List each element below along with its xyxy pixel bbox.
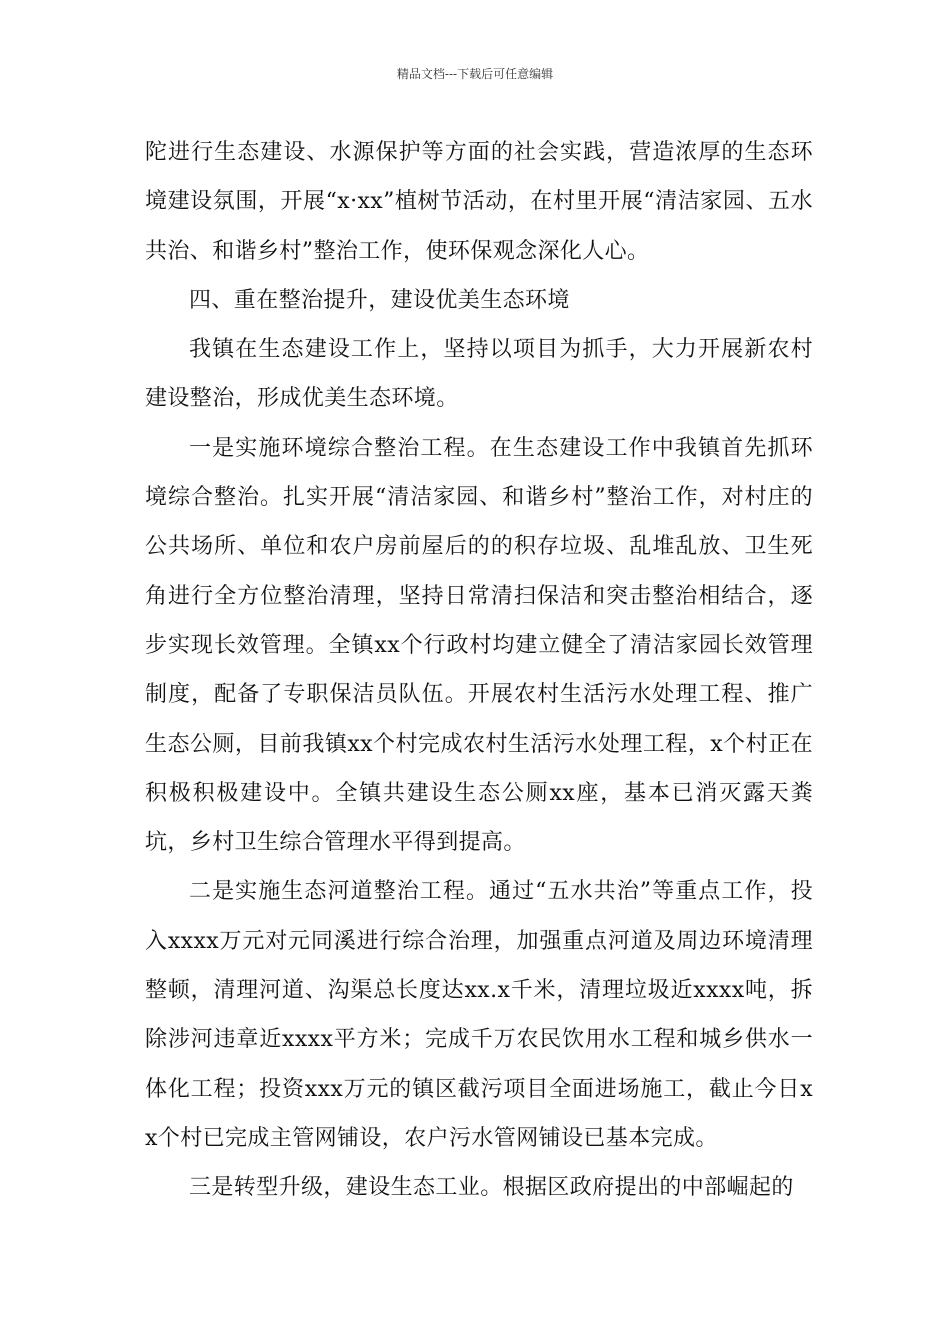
document-body <box>145 128 813 1213</box>
paragraph: 一是实施环境综合整治工程。在生态建设工作中我镇首先抓环境综合整治。扎实开展“清洁家园、和谐乡村”整治工作，对村庄的公共场所、单位和农户房前屋后的的积存垃圾、乱堆乱放、卫生死角进行全方位整治清理，坚持日常清扫保洁和突击整治相结合，逐步实现长效管理。全镇xx个行政村均建立健全了清洁家园长效管理制度，配备了专职保洁员队伍。开展农村生活污水处理工程、推广生态公厕，目前我镇xx个村完成农村生活污水处理工程，x个村正在积极积极建设中。全镇共建设生态公厕xx座，基本已消灭露天粪坑，乡村卫生综合管理水平得到提高。 <box>145 435 813 856</box>
paragraph: 二是实施生态河道整治工程。通过“五水共治”等重点工作，投入xxxx万元对元同溪进行综合治理，加强重点河道及周边环境清理整顿，清理河道、沟渠总长度达xx.x千米，清理垃圾近xxxx吨，拆除涉河违章近xxxx平方米；完成千万农民饮用水工程和城乡供水一体化工程；投资xxx万元的镇区截污项目全面进场施工，截止今日xx个村已完成主管网铺设，农户污水管网铺设已基本完成。 <box>145 879 813 1151</box>
paragraph-continued: 陀进行生态建设、水源保护等方面的社会实践，营造浓厚的生态环境建设氛围，开展“x·xx”植树节活动，在村里开展“清洁家园、五水共治、和谐乡村”整治工作，使环保观念深化人心。 <box>145 140 813 264</box>
paragraph: 三是转型升级，建设生态工业。根据区政府提出的中部崛起的 <box>189 1175 794 1201</box>
paragraph: 我镇在生态建设工作上，坚持以项目为抓手，大力开展新农村建设整治，形成优美生态环境。 <box>145 337 813 412</box>
page-header: 精品文档---下载后可任意编辑 <box>396 67 554 81</box>
section-heading: 四、重在整治提升，建设优美生态环境 <box>189 287 570 313</box>
